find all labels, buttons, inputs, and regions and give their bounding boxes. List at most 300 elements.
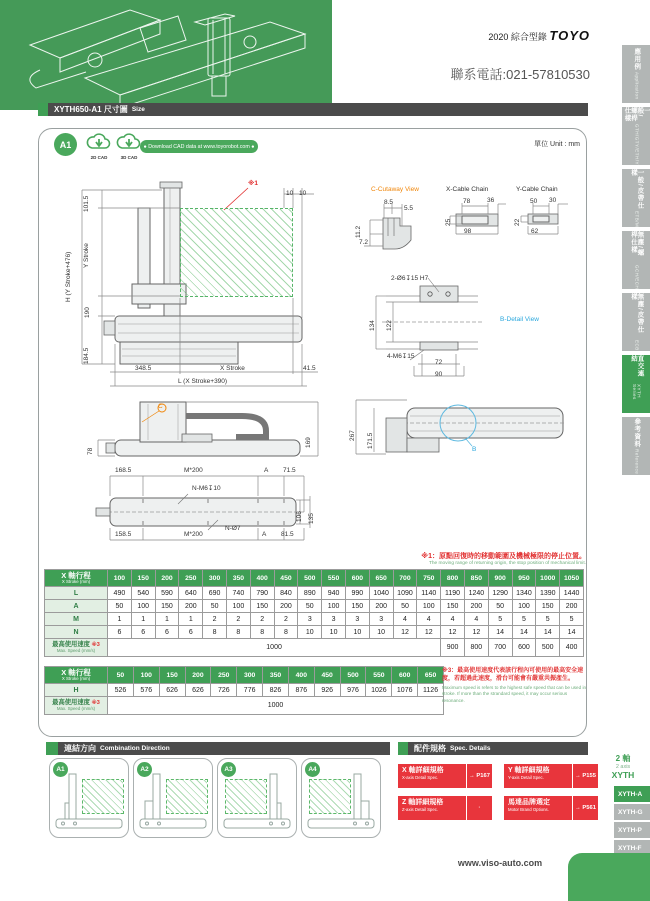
row-label: H (45, 684, 108, 697)
table-cell: 740 (226, 587, 250, 600)
table-cell: 926 (314, 684, 340, 697)
table-cell: 1440 (560, 587, 584, 600)
dim-171-5: 171.5 (367, 432, 374, 449)
dim-135: 135 (308, 513, 315, 524)
stroke-column: 650 (369, 570, 393, 587)
stroke-column: 350 (226, 570, 250, 587)
table-cell: 150 (441, 600, 465, 613)
table-cell: 526 (108, 684, 134, 697)
row-label: A (45, 600, 108, 613)
dim-y-stroke: Y Stroke (83, 243, 90, 268)
edge-tab-label: 直交連結 (630, 355, 644, 378)
speed-cell: 600 (512, 639, 536, 657)
dim-holes-bottom: 4-M6↧15 (387, 353, 415, 360)
combination-header-zh: 連結方向 (64, 744, 96, 753)
table-cell: 200 (560, 600, 584, 613)
note-ref: ※3 (89, 699, 100, 706)
speed-merged-cell: 1000 (108, 697, 444, 715)
row-label: M (45, 613, 108, 626)
table-cell: 5 (560, 613, 584, 626)
c-marker: C (158, 403, 163, 410)
table-cell: 4 (393, 613, 417, 626)
table-cell: 10 (345, 626, 369, 639)
edge-tab-gch[interactable] (622, 231, 650, 289)
edge-tab-xyth-series[interactable] (622, 355, 650, 413)
dim-m200-bot: M*200 (184, 531, 203, 538)
stroke-column: 400 (250, 570, 274, 587)
model-tab-xyth-f[interactable]: XYTH-F (614, 840, 650, 856)
stroke-column: 1000 (536, 570, 560, 587)
dim-158-5: 158.5 (115, 531, 132, 538)
dim-106: 106 (296, 511, 303, 522)
b-detail-drawing (368, 270, 583, 382)
table-cell: 1040 (369, 587, 393, 600)
table-cell: 1190 (441, 587, 465, 600)
cad-2d-download[interactable] (84, 132, 114, 160)
edge-tab-sublabel: Application (634, 71, 640, 100)
stroke-column: 300 (237, 667, 263, 684)
row-label: L (45, 587, 108, 600)
dim-62: 62 (531, 228, 539, 235)
dim-348-5: 348.5 (135, 365, 152, 372)
table-cell: 990 (345, 587, 369, 600)
note-3-zh: ※3：最高使用速度代表該行程內可使用的最高安全速度，若超過此速度，滑台可能會有嚴重共振產生。 (442, 668, 584, 683)
btn-zh: X 軸詳細規格 (402, 767, 444, 774)
stroke-column: 950 (512, 570, 536, 587)
btn-en: X-axis Detail Spec. (402, 775, 439, 781)
combination-a1[interactable] (49, 758, 129, 838)
dim-98: 98 (464, 228, 472, 235)
table-cell: 940 (322, 587, 346, 600)
table-cell: 200 (369, 600, 393, 613)
stroke-column: 400 (288, 667, 314, 684)
stroke-column: 600 (345, 570, 369, 587)
spec-header-en: Spec. Details (450, 745, 491, 752)
stroke-column: 200 (155, 570, 179, 587)
stroke-header-label (45, 570, 108, 587)
table-cell: 3 (298, 613, 322, 626)
dim-11-2: 11.2 (355, 225, 362, 238)
table-cell: 976 (340, 684, 366, 697)
moving-range-hatch (180, 208, 293, 297)
table-cell: 50 (298, 600, 322, 613)
dim-101-5: 101.5 (83, 195, 90, 212)
table-cell: 876 (288, 684, 314, 697)
table-cell: 840 (274, 587, 298, 600)
table-cell: 200 (464, 600, 488, 613)
stroke-column: 500 (298, 570, 322, 587)
table-cell: 640 (179, 587, 203, 600)
dim-90: 90 (435, 371, 443, 378)
table-cell: 1240 (464, 587, 488, 600)
table-cell: 4 (464, 613, 488, 626)
table-cell: 1090 (393, 587, 417, 600)
table-cell: 100 (512, 600, 536, 613)
title-accent (38, 103, 48, 116)
contact-phone: 聯系電話:021-57810530 (450, 67, 590, 82)
speed-label-en: Max. Speed (mm/s) (56, 705, 96, 711)
cloud-download-icon (85, 132, 113, 152)
stroke-column: 550 (322, 570, 346, 587)
stroke-column: 1050 (560, 570, 584, 587)
dim-78: 78 (463, 198, 471, 205)
table-cell: 890 (298, 587, 322, 600)
speed-label-zh: 最高使用速度 ※3 (52, 640, 100, 648)
note-ref: ※3 (89, 641, 100, 648)
dim-169: 169 (305, 437, 312, 448)
speed-cell: 700 (488, 639, 512, 657)
table-cell: 10 (322, 626, 346, 639)
speed-label (45, 697, 108, 715)
row-label: N (45, 626, 108, 639)
note-3 (442, 667, 588, 704)
table-cell: 1076 (392, 684, 418, 697)
table-cell: 8 (274, 626, 298, 639)
dim-22: 22 (514, 218, 521, 226)
dim-134: 134 (369, 320, 376, 331)
edge-tab-sublabel: Reference (634, 448, 640, 475)
table-cell: 690 (203, 587, 227, 600)
dim-72: 72 (435, 359, 443, 366)
b-detail-title: B-Detail View (500, 316, 539, 323)
dim-190: 190 (84, 307, 91, 318)
table-cell: 50 (488, 600, 512, 613)
table-cell: 626 (185, 684, 211, 697)
edge-tab-label: 無塵/螺桿仕樣 (630, 231, 644, 257)
edge-tab-reference[interactable] (622, 417, 650, 475)
table-cell: 12 (393, 626, 417, 639)
table-cell: 10 (369, 626, 393, 639)
combination-badge: A3 (221, 762, 236, 777)
table-cell: 726 (211, 684, 237, 697)
combination-a4[interactable] (301, 758, 381, 838)
corner-decoration (568, 853, 650, 901)
title-en: Size (131, 106, 145, 113)
speed-label-zh: 最高使用速度 ※3 (52, 698, 100, 706)
combination-badge: A4 (305, 762, 320, 777)
stroke-column: 700 (393, 570, 417, 587)
table-cell: 150 (536, 600, 560, 613)
table-cell: 2 (203, 613, 227, 626)
stroke-column: 250 (179, 570, 203, 587)
c-cutaway-drawing (355, 196, 433, 254)
table-cell: 10 (298, 626, 322, 639)
spec-accent (398, 742, 408, 755)
dim-184-5: 184.5 (83, 347, 90, 364)
table-cell: 576 (133, 684, 159, 697)
robot-illustration (0, 0, 332, 110)
x-axis-spec-button[interactable] (398, 764, 492, 788)
page-ref: · (466, 796, 492, 820)
note-3-en: Maximum speed is refers to the highest safe speed that can be used in stroke. If more than the strandard speed, it may occur serious resonance. (442, 684, 587, 703)
table-cell: 5 (536, 613, 560, 626)
stroke-column: 100 (133, 667, 159, 684)
speed-label-en: Max. Speed (mm/s) (56, 647, 96, 653)
table-cell: 14 (488, 626, 512, 639)
dim-50: 50 (530, 198, 538, 205)
stroke-column: 50 (108, 667, 134, 684)
x-stroke-table (44, 569, 584, 657)
y-chain-title: Y-Cable Chain (516, 186, 558, 193)
table-cell: 2 (274, 613, 298, 626)
table-cell: 4 (417, 613, 441, 626)
note-1-zh: ※1：原點回復時的移動範圍及機械極限的停止位置。 (421, 553, 586, 560)
table-cell: 790 (250, 587, 274, 600)
catalog-year: 2020 綜合型錄 (488, 32, 547, 42)
stroke-column: 550 (366, 667, 392, 684)
dim-a-top: A (264, 467, 269, 474)
table-cell: 1 (131, 613, 155, 626)
dim-x-stroke: X Stroke (220, 365, 245, 372)
combination-header (58, 742, 390, 755)
stroke-column: 350 (263, 667, 289, 684)
dim-m200-top: M*200 (184, 467, 203, 474)
btn-en: Motor Brand Options. (508, 807, 549, 813)
btn-en: Z-axis Detail Spec. (402, 807, 439, 813)
stroke-column: 200 (185, 667, 211, 684)
ref1-label: ※1 (248, 180, 258, 187)
table-cell: 6 (131, 626, 155, 639)
table-cell: 12 (417, 626, 441, 639)
stroke-column: 600 (392, 667, 418, 684)
stroke-column: 750 (417, 570, 441, 587)
dim-25: 25 (445, 218, 452, 226)
combination-a2[interactable] (133, 758, 213, 838)
dim-l: L (X Stroke+390) (178, 378, 228, 385)
stroke-column: 100 (108, 570, 132, 587)
table-cell: 826 (263, 684, 289, 697)
table-cell: 2 (250, 613, 274, 626)
table-cell: 1026 (366, 684, 392, 697)
edge-tab-gth[interactable] (622, 107, 650, 165)
stroke-label-en: X Stroke (mm) (61, 578, 91, 584)
table-cell: 6 (155, 626, 179, 639)
dim-8-5: 8.5 (384, 199, 394, 206)
table-cell: 100 (322, 600, 346, 613)
x-cable-chain-drawing (446, 198, 510, 246)
model-tab-xyth-a[interactable]: XYTH-A (614, 786, 650, 802)
speed-label (45, 639, 108, 657)
dim-10b: 10 (299, 190, 307, 197)
stroke-column: 150 (159, 667, 185, 684)
cutaway-title: C-Cutaway View (371, 186, 419, 193)
table-cell: 776 (237, 684, 263, 697)
table-cell: 1126 (418, 684, 444, 697)
table-cell: 8 (203, 626, 227, 639)
table-cell: 150 (250, 600, 274, 613)
page-ref: → P167 (466, 764, 492, 788)
btn-zh: 馬達品牌選定 (508, 799, 550, 806)
table-cell: 3 (345, 613, 369, 626)
top-view-drawing (346, 396, 588, 462)
table-cell: 200 (274, 600, 298, 613)
axis-count-en: 2 axis (615, 764, 631, 770)
stroke-column: 650 (418, 667, 444, 684)
table-cell: 3 (322, 613, 346, 626)
brand-logo: TOYO (549, 28, 590, 43)
stroke-column: 900 (488, 570, 512, 587)
dim-7-2: 7.2 (359, 239, 369, 246)
table-cell: 150 (345, 600, 369, 613)
edge-tab-sublabel: GTH/GTY/ETH/Y (634, 123, 640, 165)
table-cell: 12 (464, 626, 488, 639)
y-axis-spec-button[interactable] (504, 764, 598, 788)
table-cell: 6 (108, 626, 132, 639)
table-cell: 590 (155, 587, 179, 600)
page-title (48, 103, 588, 116)
edge-tab-sublabel: ETB/M (634, 210, 640, 227)
table-cell: 100 (417, 600, 441, 613)
speed-cell: 500 (536, 639, 560, 657)
stroke-header-label (45, 667, 108, 684)
btn-zh: Y 軸詳細規格 (508, 767, 550, 774)
dim-a-bot: A (262, 531, 267, 538)
speed-cell: 400 (560, 639, 584, 657)
table-cell: 14 (560, 626, 584, 639)
combination-accent (46, 742, 58, 755)
z-axis-spec-button[interactable] (398, 796, 492, 820)
spec-header-zh: 配件規格 (414, 744, 446, 753)
dim-122: 122 (386, 320, 393, 331)
table-cell: 1 (155, 613, 179, 626)
dim-30: 30 (549, 197, 557, 204)
table-cell: 1340 (512, 587, 536, 600)
series-name: XYTH (611, 770, 635, 780)
dim-n-m6: N-M6↧10 (192, 485, 221, 492)
table-cell: 6 (179, 626, 203, 639)
dim-41-5: 41.5 (303, 365, 316, 372)
side-view-drawing (70, 396, 350, 460)
spec-header (408, 742, 588, 755)
dim-71-5: 71.5 (283, 467, 296, 474)
table-cell: 50 (203, 600, 227, 613)
table-cell: 8 (226, 626, 250, 639)
stroke-column: 150 (131, 570, 155, 587)
stroke-column: 500 (340, 667, 366, 684)
dim-168-5: 168.5 (115, 467, 132, 474)
catalog-title (340, 28, 590, 43)
table-cell: 490 (108, 587, 132, 600)
table-cell: 1140 (417, 587, 441, 600)
title-zh: 尺寸圖 (103, 105, 128, 114)
edge-tab-label: 一般/皮帶仕樣 (630, 169, 644, 210)
download-cad-button[interactable]: ● Download CAD data at www.toyorobot.com ● (140, 140, 258, 153)
dim-267: 267 (349, 430, 356, 441)
table-cell: 150 (155, 600, 179, 613)
speed-cell: 800 (464, 639, 488, 657)
table-cell: 100 (226, 600, 250, 613)
stroke-label-zh: X 軸行程 (61, 667, 91, 677)
combination-header-en: Combination Direction (100, 745, 170, 752)
speed-cell: 900 (441, 639, 465, 657)
edge-tab-application[interactable] (622, 45, 650, 103)
y-stroke-table (44, 666, 444, 715)
motor-brand-button[interactable] (504, 796, 598, 820)
table-cell: 1 (108, 613, 132, 626)
stroke-column: 800 (441, 570, 465, 587)
series-axis-box (598, 753, 648, 780)
table-cell: 14 (512, 626, 536, 639)
table-cell: 12 (441, 626, 465, 639)
model-tab-xyth-p[interactable]: XYTH-P (614, 822, 650, 838)
combination-a3[interactable] (217, 758, 297, 838)
cloud-download-icon (115, 132, 143, 152)
top-banner (0, 0, 332, 110)
stroke-column: 300 (203, 570, 227, 587)
table-cell: 5 (488, 613, 512, 626)
note-1-en: The moving range of returning origin, the stop position of mechanical limit. (428, 561, 586, 566)
cad-2d-label: 2D CAD (90, 155, 108, 160)
table-cell: 200 (179, 600, 203, 613)
edge-tab-label: 無塵/皮帶仕樣 (630, 293, 644, 334)
model-code: XYTH650-A1 (54, 105, 102, 114)
stroke-label-en: X Stroke (mm) (61, 675, 91, 681)
table-cell: 5 (512, 613, 536, 626)
table-cell: 3 (369, 613, 393, 626)
dim-81-5: 81.5 (281, 531, 294, 538)
table-cell: 50 (393, 600, 417, 613)
model-tab-xyth-g[interactable]: XYTH-G (614, 804, 650, 820)
table-cell: 1 (179, 613, 203, 626)
table-cell: 4 (441, 613, 465, 626)
website-link[interactable]: www.viso-auto.com (457, 858, 543, 868)
combination-badge: A1 (53, 762, 68, 777)
edge-tab-sublabel: ECB (634, 340, 640, 351)
edge-tab-label: 一般/螺桿仕樣 (623, 107, 650, 122)
edge-tab-sublabel: XYTH Series (632, 383, 642, 400)
variant-badge: A1 (54, 133, 77, 156)
page-ref: → P155 (572, 764, 598, 788)
dim-5-5: 5.5 (404, 205, 414, 212)
stroke-label-zh: X 軸行程 (61, 570, 91, 580)
stroke-column: 450 (314, 667, 340, 684)
combination-badge: A2 (137, 762, 152, 777)
dim-h: H (Y Stroke+476) (65, 251, 72, 302)
page-ref: → P561 (572, 796, 598, 820)
x-chain-title: X-Cable Chain (446, 186, 489, 193)
edge-tab-sublabel: GCH/ECH (634, 264, 640, 289)
table-cell: 8 (250, 626, 274, 639)
edge-tab-label: 參考資料 (633, 417, 641, 448)
dim-n-o7: N-Ø7 (225, 525, 241, 532)
table-cell: 540 (131, 587, 155, 600)
table-cell: 14 (536, 626, 560, 639)
speed-merged-cell: 1000 (108, 639, 441, 657)
unit-label: 單位 Unit : mm (534, 141, 580, 148)
stroke-column: 450 (274, 570, 298, 587)
dim-10a: 10 (286, 190, 294, 197)
dim-holes-top: 2-Ø6↧15 H7 (391, 275, 429, 282)
edge-tab-ecb[interactable] (622, 293, 650, 351)
note-1 (340, 551, 586, 566)
stroke-column: 850 (464, 570, 488, 587)
table-cell: 1290 (488, 587, 512, 600)
table-cell: 626 (159, 684, 185, 697)
table-cell: 50 (108, 600, 132, 613)
y-cable-chain-drawing (516, 198, 574, 246)
b-marker: B (472, 446, 477, 453)
table-cell: 1390 (536, 587, 560, 600)
edge-tab-etb[interactable] (622, 169, 650, 227)
dim-sv-78: 78 (87, 447, 94, 455)
btn-zh: Z 軸詳細規格 (402, 799, 444, 806)
btn-en: Y-axis Detail Spec. (508, 775, 544, 781)
dim-36: 36 (487, 197, 495, 204)
axis-count-zh: 2 軸 (615, 754, 631, 763)
edge-tab-label: 應用例 (633, 48, 641, 71)
stroke-column: 250 (211, 667, 237, 684)
cad-3d-label: 3D CAD (120, 155, 138, 160)
